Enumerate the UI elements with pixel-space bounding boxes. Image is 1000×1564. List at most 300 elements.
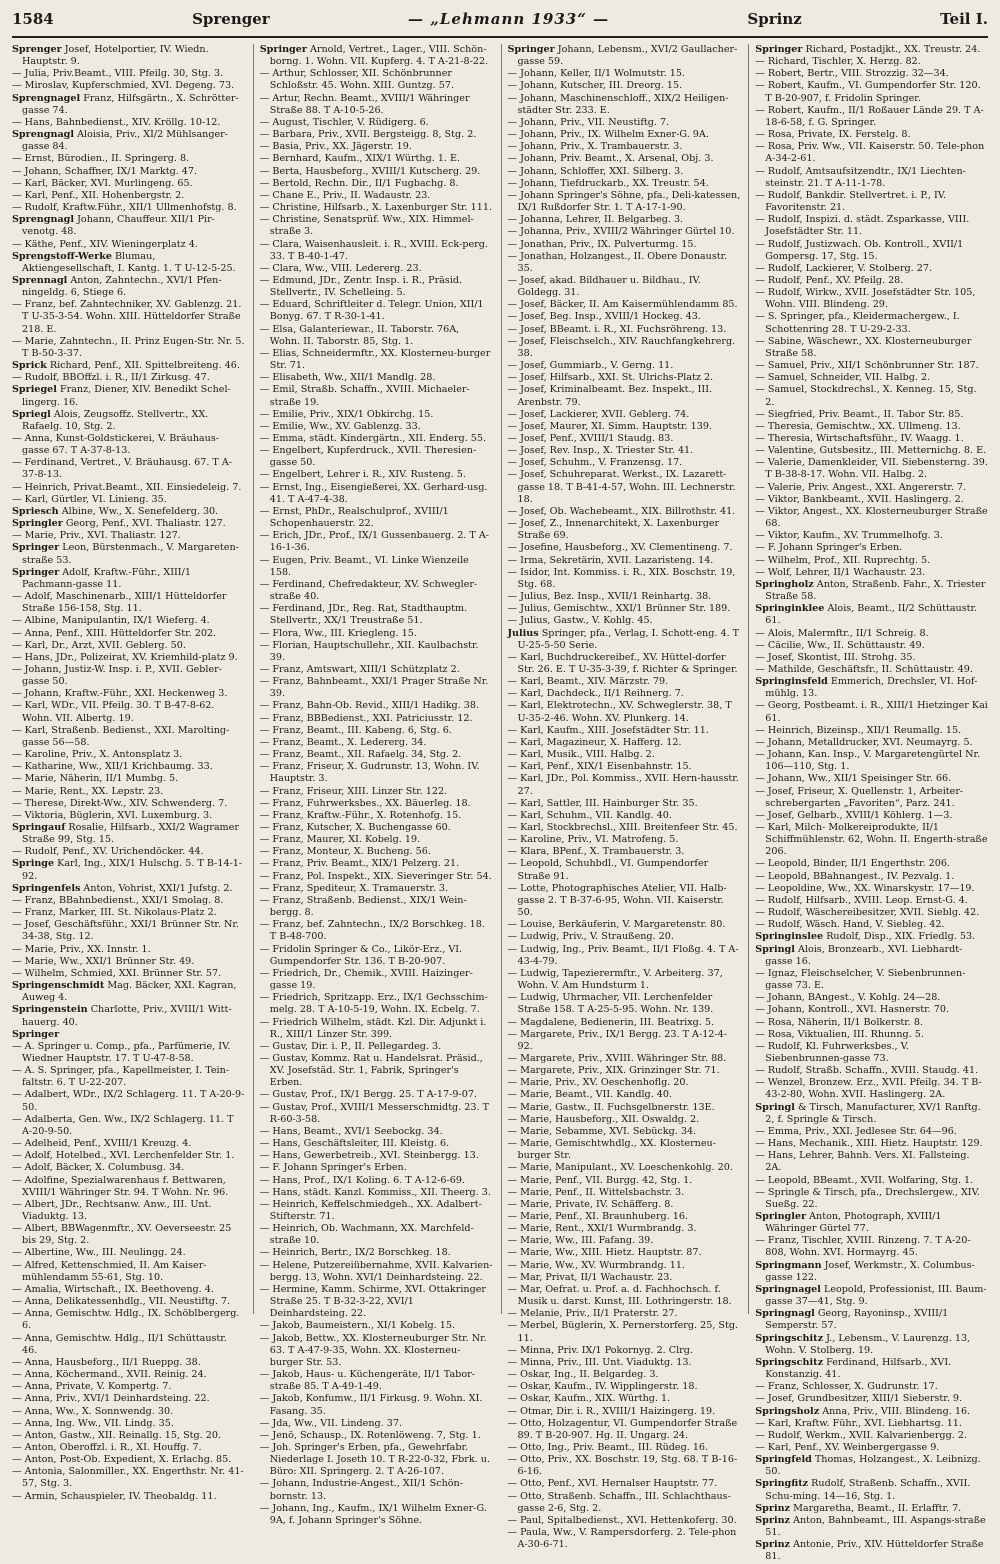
directory-entry: — Hans, Beamt., XVI/1 Seebockg. 34. [259, 1125, 443, 1137]
directory-entry: — Johann, Priv., IX. Wilhelm Exner-G. 9A. [507, 129, 709, 141]
directory-entry: — Eugen, Priv. Beamt., VI. Linke Wienzeile 158. [259, 554, 469, 578]
directory-entry: Sprengnagel Franz, Hilfsgärtn., X. Schrötter-gasse 74. [12, 92, 239, 116]
directory-entry: Springfitz Rudolf, Straßenb. Schaffn., XVII. Schu-ming. 14—16, Stg. 1. [755, 1478, 971, 1502]
directory-entry: — Karl, Beamt., XIV. Märzstr. 79. [507, 676, 669, 688]
directory-entry: — Karl, Kraftw. Führ., XVI. Liebhartsg. 11. [755, 1417, 962, 1429]
directory-entry: — Leopold, BBeamt., XVII. Wolfaring, Stg. 1. [755, 1174, 974, 1186]
part-label: Teil I. [940, 10, 988, 28]
directory-entry: — Josef, Hilfsarb., XXI. St. Ulrichs-Platz 2. [507, 372, 714, 384]
directory-entry: — Karl, Milch- Molkereiprodukte, II/1 Schiffmühlenstr. 62, Wohn. II. Engerth-straße 206. [755, 822, 988, 858]
directory-entry: — Marie, Ww., XV. Wurmbrandg. 11. [507, 1259, 685, 1271]
directory-entry: — Rudolf, BBOffzl. i. R., II/1 Zirkusg. 47. [12, 372, 210, 384]
directory-entry: — Johann, Ww., XII/1 Speisinger Str. 66. [755, 773, 952, 785]
directory-entry: — Marie, Beamt., VII. Kandlg. 40. [507, 1089, 673, 1101]
directory-entry: — Johann, Schloffer, XXI. Silberg. 3. [507, 165, 684, 177]
directory-entry: — Adolf, Bäcker, X. Columbusg. 34. [12, 1162, 185, 1174]
directory-entry: — Marie, Manipulant., XV. Loeschenkohlg. 20. [507, 1162, 733, 1174]
directory-entry: — Franz, Beamt., X. Ledererg. 34. [259, 736, 427, 748]
directory-entry: — Mar, Privat, II/1 Wachaustr. 23. [507, 1271, 673, 1283]
directory-entry: — Leopold, BBahnangest., IV. Pezvalg. 1. [755, 870, 955, 882]
directory-entry: Springler Georg, Penf., XVI. Thaliastr. 127. [12, 518, 226, 530]
directory-entry: — Franz, Schlosser, X. Gudrunstr. 17. [755, 1381, 938, 1393]
directory-entry: — Amalia, Wirtschaft., IX. Beethoveng. 4. [12, 1283, 214, 1295]
directory-entry: — Franz, bef. Zahntechn., IX/2 Borschkeg. 18. T B-48-700. [259, 919, 485, 943]
directory-entry: — Rudolf, Penf., XV. Pfeilg. 28. [755, 274, 904, 286]
directory-entry: — Adolf, Maschinenarb., XIII/1 Hütteldorfer Straße 156-158, Stg. 11. [12, 591, 227, 615]
directory-entry: — Franz, Pol. Inspekt., XIX. Sieveringer Str. 54. [259, 870, 492, 882]
directory-entry: Springler Anton, Photograph, XVIII/1 Währinger Gürtel 77. [755, 1211, 942, 1235]
directory-entry: — Isidor, Int. Kommiss. i. R., XIX. Boschstr. 19, Stg. 68. [507, 566, 736, 590]
directory-entry: Sprinz Margaretha, Beamt., II. Erlafftr. 7. [755, 1502, 962, 1514]
directory-entry: — Johann, Schaffner, IX/1 Marktg. 47. [12, 165, 198, 177]
directory-entry: Sprinz Anton, Bahnbeamt., III. Aspangs-straße 51. [755, 1514, 986, 1539]
directory-entry: — Johanna, Lehrer, II. Belgarbeg. 3. [507, 214, 684, 226]
directory-entry: — Mathilde, Geschäftsfr., II. Schüttaustr. 49. [755, 663, 973, 675]
directory-entry: — Karl, Magazineur, X. Hafferg. 12. [507, 736, 682, 748]
directory-entry: — Rudolf, Lackierer, V. Stolberg. 27. [755, 262, 933, 274]
directory-entry: — Ferdinand, JDr., Reg. Rat, Stadthauptm. Stellvertr., XX/1 Treustraße 51. [259, 603, 468, 627]
directory-entry: — Marie, Gastw., II. Fuchsgelbnerstr. 13E. [507, 1101, 715, 1113]
directory-entry: — Franz, Kutscher, X. Buchengasse 60. [259, 822, 451, 833]
directory-entry: — Rudolf, Wirkw., XVII. Josefstädter Str. 105, Wohn. VIII. Blindeng. 29. [755, 287, 976, 311]
directory-entry: — Otmar, Dir. i. R., XVIII/1 Haizingerg. 19. [507, 1405, 716, 1417]
directory-entry: — Viktor, Bankbeamt., XVII. Haslingerg. 2. [755, 493, 964, 505]
directory-entry: Springenfels Anton, Vohrist, XXI/1 Jufstg. 2. [12, 882, 233, 894]
directory-entry: — Samuel, Priv., XII/1 Schönbrunner Str. 187. [755, 360, 979, 372]
directory-entry: Springl Alois, Bronzearb., XVI. Liebhardt-gasse 16. [755, 943, 963, 967]
directory-entry: — Heinrich, Keffelschmiedgeh., XX. Adalbert-Stifterstr. 71. [259, 1198, 482, 1222]
directory-entry: — Karl, Musik., VIII. Halbg. 2. [507, 749, 655, 761]
column-1 [12, 44, 245, 1502]
directory-entry: — Viktoria, Büglerin, XVI. Luxemburg. 3. [12, 809, 213, 821]
directory-entry: — Anna, Penf., XIII. Hütteldorfer Str. 202. [12, 627, 217, 639]
directory-entry: — Albert, JDr., Rechtsanw. Anw., III. Unt. Viaduktg. 13. [12, 1198, 212, 1222]
directory-entry: — Clara, Ww., VIII. Ledererg. 23. [259, 262, 422, 274]
directory-entry: — Franz, Straßenb. Bedienst., XIX/1 Wein-bergg. 8. [259, 894, 467, 919]
directory-entry: — Karoline, Priv., VI. Matrofeng. 5. [507, 834, 679, 846]
directory-entry: — Hans, Prof., IX/1 Koling. 6. T A-12-6-69. [259, 1174, 465, 1186]
directory-entry: — Mar, Oefrat. u. Prof. a. d. Fachhochsch. f. Musik u. darst. Kunst, III. Lothringerstr. 18. [507, 1283, 732, 1308]
directory-entry: Springenschmidt Mag. Bäcker, XXI. Kagran, Auweg 4. [12, 980, 237, 1004]
directory-entry: — Marie, Priv., XV. Oeschenhoflg. 20. [507, 1077, 689, 1089]
directory-entry: — Klara, BPenf., X. Trambauerstr. 3. [507, 846, 685, 858]
directory-entry: — Oskar, Ing., II. Belgardeg. 3. [507, 1369, 659, 1381]
directory-entry: — Rudolf, Justizwach. Ob. Kontroll., XVII/1 Gompersg. 17, Stg. 15. [755, 238, 964, 262]
directory-entry: — Otto, Priv., XX. Boschstr. 19, Stg. 68. T B-16-6-16. [507, 1454, 738, 1478]
directory-entry: — Oskar, Kaufm., IV. Wipplingerstr. 18. [507, 1381, 698, 1393]
directory-entry: — Julius, Gastw., V. Kohlg. 45. [507, 615, 653, 627]
directory-entry: — Friedrich, Spritzapp. Erz., IX/1 Gechsschim-melg. 28. T A-10-5-19, Wohn. IX. Ecbelg. 7. [259, 992, 488, 1016]
directory-entry: Springer [12, 1028, 60, 1040]
directory-entry: — Viktor, Kaufm., XV. Trummelhofg. 3. [755, 530, 943, 542]
directory-entry: — Otto, Ing., Priv. Beamt., III. Rüdeg. 16. [507, 1441, 709, 1453]
directory-entry: — Josef, Rev. Insp., X. Triester Str. 41. [507, 445, 694, 457]
directory-entry: Springschitz J., Lebensm., V. Laurenzg. 13, Wohn. V. Stolberg. 19. [755, 1332, 971, 1356]
directory-entry: — Wolf, Lehrer, II/1 Wachaustr. 23. [755, 566, 926, 578]
directory-entry: — Anna, Gemischtw. Hdlg., IX. Schöblbergerg. 6. [12, 1308, 240, 1332]
directory-entry: — Rosa, Private, IX. Ferstelg. 8. [755, 129, 911, 141]
directory-entry: — Springle & Tirsch, pfa., Drechslergew., XIV. Sueßg. 22. [755, 1186, 980, 1210]
directory-entry: — Emil, Straßb. Schaffn., XVIII. Michaeler-straße 19. [259, 384, 470, 408]
directory-entry: — Otto, Holzagentur, VI. Gumpendorfer Straße 89. T B-20-907. Hg. II. Ungarg. 24. [507, 1417, 738, 1441]
directory-entry: — Anna, Private, V. Kompertg. 7. [12, 1381, 172, 1393]
directory-entry: — Karl, Penf., XV. Weinbergergasse 9. [755, 1441, 940, 1453]
directory-entry: — Josef, Gelbarb., XVIII/1 Köhlerg. 1—3. [755, 809, 953, 821]
directory-entry: — Albine, Manipulantin, IX/1 Wieferg. 4. [12, 615, 210, 627]
directory-entry: — Engelbert, Kupferdruck., XVII. Theresien-gasse 50. [259, 445, 477, 469]
directory-entry: — Berta, Hausbeforg., XVIII/1 Kutscherg. 29. [259, 165, 481, 177]
directory-entry: — Rudolf, Amtsaufsitzendtr., IX/1 Liechten-steinstr. 21. T A-11-1-78. [755, 165, 966, 189]
directory-entry: — August, Tischler, V. Rüdigerg. 6. [259, 116, 429, 128]
directory-entry: Springschitz Ferdinand, Hilfsarb., XVI. Konstanzig. 41. [755, 1356, 952, 1381]
directory-entry: — Karl, Stockbrechsl., XIII. Breitenfeer Str. 45. [507, 822, 738, 833]
directory-entry: — Friedrich, Dr., Chemik., XVIII. Haizinger-gasse 19. [259, 967, 473, 992]
directory-entry: — Joh. Springer's Erben, pfa., Gewehrfabr. Niederlage I. Joseth 10. T R-22-0-32, Fbrk. u. Büro: XII. Springerg. 2. T A-26-107. [259, 1441, 490, 1478]
directory-entry: — Ludwig, Priv., V. Straußeng. 20. [507, 931, 674, 943]
directory-entry: — Heinrich, Bizeinsp., XII/1 Reumallg. 15. [755, 724, 962, 736]
directory-entry: — Basia, Priv., XX. Jägerstr. 19. [259, 141, 412, 153]
directory-entry: Sprennagl Anton, Zahntechn., XVI/1 Pfen-ningeldg. 6, Stiege 6. [12, 274, 222, 299]
directory-entry: — Elisabeth, Ww., XII/1 Mandlg. 28. [259, 372, 436, 384]
directory-entry: — Josef, Kriminalbeamt. Bez. Inspekt., III. Arenbstr. 79. [507, 384, 713, 408]
directory-entry: — Anna, Köchermand., XVII. Reinig. 24. [12, 1369, 207, 1381]
directory-entry: — A. S. Springer, pfa., Kapellmeister, I. Tein-faltstr. 6. T U-22-207. [12, 1065, 230, 1089]
directory-entry: — A. Springer u. Comp., pfa., Parfümerie, IV. Wiedner Hauptstr. 17. T U-47-8-58. [12, 1040, 231, 1064]
directory-entry: — Rudolf, Bankdir. Stellvertret. i. P., IV. Favoritenstr. 21. [755, 189, 947, 214]
directory-entry: — Julia, Priv.Beamt., VIII. Pfeilg. 30, Stg. 3. [12, 68, 224, 80]
directory-entry: — Anna, Priv., XVI/1 Deinhardsteing. 22. [12, 1393, 210, 1405]
column-4 [748, 44, 988, 1563]
directory-entry: — Marie, Priv., XVI. Thaliastr. 127. [12, 530, 181, 542]
directory-entry: — Josef, Skontist, III. Strohg. 35. [755, 651, 916, 663]
directory-entry: — Karl, Buchdruckereibef., XV. Hüttel-dorfer Str. 26. E. T U-35-3-39, f. Richter & Springer. [507, 651, 738, 675]
directory-entry: — Johann, Kraftw.-Führ., XXI. Heckenweg 3. [12, 688, 228, 700]
directory-entry: — Hans, Geschäftsleiter, III. Kleistg. 6. [259, 1138, 450, 1150]
directory-entry: — Hans, Lehrer, Bahnh. Vers. XI. Fallsteing. 2A. [755, 1150, 970, 1174]
directory-entry: — Marie, Penf., VII. Burgg. 42, Stg. 1. [507, 1174, 693, 1186]
directory-entry: — Rudolf, Werkm., XVII. Kalvarienbergg. 2. [755, 1429, 967, 1441]
directory-entry: Spriesch Albine, Ww., X. Senefelderg. 30. [12, 505, 219, 517]
directory-entry: — Jonathan, Holzangest., II. Obere Donaustr. 35. [507, 250, 728, 274]
directory-entry: Springenstein Charlotte, Priv., XVIII/1 Witt-hauerg. 40. [12, 1004, 232, 1028]
directory-entry: — Friedrich Wilhelm, städt. Kzl. Dir. Adjunkt i. R., XIII/1 Linzer Str. 399. [259, 1016, 487, 1040]
page-number: 1584 [12, 10, 54, 28]
directory-entry: — Rudolf, Kraftw.Führ., XII/1 Ullmenhofstg. 8. [12, 202, 237, 214]
directory-entry: — Edmund, JDr., Zentr. Insp. i. R., Präsid. Stellvertr., IV. Schelleing. 5. [259, 274, 463, 299]
directory-entry: Sprenger Josef, Hotelportier, IV. Wiedn. Hauptstr. 9. [12, 44, 209, 68]
directory-entry: — Johann, Priv., VII. Neustiftg. 7. [507, 116, 670, 128]
directory-entry: — Merbel, Büglerin, X. Pernerstorferg. 25, Stg. 11. [507, 1320, 739, 1344]
directory-entry: — Anna, Ing. Ww., VII. Lindg. 35. [12, 1417, 174, 1429]
directory-entry: — Lotte, Photographisches Atelier, VII. Halb-gasse 2. T B-37-6-95, Wohn. VII. Kaiserstr. 50. [507, 882, 727, 919]
directory-entry: — Hans, Gewerbetreib., XVI. Steinbergg. 13. [259, 1150, 479, 1162]
directory-entry: — Richard, Tischler, X. Herzg. 82. [755, 56, 921, 68]
directory-entry: Sprinz Antonie, Priv., XIV. Hütteldorfer Straße 81. [755, 1539, 984, 1563]
directory-entry: Springer Leon, Bürstenmach., V. Margareten-straße 53. [12, 542, 239, 566]
directory-entry: — Leopold, Schuhbdl., VI. Gumpendorfer Straße 91. [507, 858, 709, 882]
directory-entry: — F. Johann Springer's Erben. [755, 542, 903, 554]
publication-title: — „Lehmann 1933“ — [408, 10, 610, 28]
directory-entry: — Karl, Dachdeck., II/1 Reihnerg. 7. [507, 688, 684, 700]
directory-entry: — Josef, Bäcker, II. Am Kaisermühlendamm 85. [507, 299, 738, 311]
directory-entry: Springnagl Georg, Rayoninsp., XVIII/1 Semperstr. 57. [755, 1308, 949, 1332]
directory-entry: — Franz, Priv. Beamt., XIX/1 Pelzerg. 21. [259, 858, 460, 870]
directory-entry: Sprengnagl Aloisia, Priv., XI/2 Mühlsanger-gasse 84. [12, 129, 228, 153]
directory-entry: — Anna, Delikatessenhdlg., VII. Neustiftg. 7. [12, 1296, 231, 1308]
directory-entry: — Rudolf, Penf., XV. Urichendöcker. 44. [12, 846, 204, 858]
directory-entry: — Jonathan, Priv., IX. Pulverturmg. 15. [507, 238, 697, 250]
directory-entry: — Emilie, Priv., XIX/1 Obkirchg. 15. [259, 408, 434, 420]
directory-entry: — Johanna, Priv., XVIII/2 Währinger Gürtel 10. [507, 226, 735, 238]
directory-entry: — Johann, Priv. Beamt., X. Arsenal, Obj. 3. [507, 153, 714, 165]
directory-entry: — Anna, Hausbeforg., II/1 Rueppg. 38. [12, 1356, 201, 1368]
directory-entry: — Josef, akad. Bildhauer u. Bildhau., IV. Goldegg. 31. [507, 274, 701, 299]
column-2 [253, 44, 493, 1526]
directory-entry: — Adalberta, Gen. Ww., IX/2 Schlagerg. 11. T A-20-9-50. [12, 1113, 234, 1137]
directory-entry: — Marie, Rent., XX. Lepstr. 23. [12, 785, 164, 797]
directory-entry: — Rosa, Näherin, II/1 Bolkerstr. 8. [755, 1016, 924, 1028]
directory-entry: — Robert, Kaufm., VI. Gumpendorfer Str. 120. T B-20-907, f. Fridolin Springer. [755, 80, 981, 104]
directory-entry: — Johann, Tiefdruckarb., XX. Treustr. 54. [507, 177, 709, 189]
directory-entry: — Miroslav, Kupferschmied, XVI. Degeng. 73. [12, 80, 235, 92]
directory-entry: — Ludwig, Uhrmacher, VII. Lerchenfelder Straße 158. T A-25-5-95. Wohn. Nr. 139. [507, 992, 714, 1016]
directory-entry: — Gustav, Prof., IX/1 Bergg. 25. T A-17-9-07. [259, 1089, 477, 1101]
directory-entry: — Barbara, Priv., XVII. Bergsteigg. 8, Stg. 2. [259, 129, 477, 141]
directory-entry: — Johann, Kontroll., XVI. Hasnerstr. 70. [755, 1004, 950, 1016]
directory-entry: Springl & Tirsch, Manufacturer, XV/1 Ranftg. 2, f. Springle & Tirsch. [755, 1101, 981, 1125]
directory-entry: — Louise, Berkäuferin, V. Margaretenstr. 80. [507, 919, 726, 931]
directory-entry: Springmann Josef, Werkmstr., X. Columbus-gasse 122. [755, 1259, 975, 1283]
directory-entry: — Jenö, Schausp., IX. Rotenlöweng. 7, Stg. 1. [259, 1429, 481, 1441]
directory-entry: — Alfred, Kettenschmied, II. Am Kaiser-mühlendamm 55-61, Stg. 10. [12, 1259, 207, 1283]
directory-entry: — Hans, Bahnbedienst., XIV. Kröllg. 10-12. [12, 116, 221, 128]
directory-entry: — Ernst, Bürodien., II. Springerg. 8. [12, 153, 190, 165]
directory-entry: — Franz, Spediteur, X. Tramauerstr. 3. [259, 882, 449, 894]
directory-entry: — Franz, Maurer, XI. Kobelg. 19. [259, 834, 421, 846]
directory-entry: — Arthur, Schlosser, XII. Schönbrunner Schloßstr. 45. Wohn. XIII. Guntzg. 57. [259, 68, 455, 92]
directory-entry: — Franz, bef. Zahntechniker, XV. Gablenzg. 21. T U-35-3-54. Wohn. XIII. Hütteldorfer Straße 218. E. [12, 299, 242, 335]
directory-entry: — Marie, Sebamme, XVI. Sebückg. 34. [507, 1125, 697, 1137]
directory-entry: — Magdalene, Bedienerin, III. Beatrixg. 5. [507, 1016, 715, 1028]
directory-entry: Springinklee Alois, Beamt., II/2 Schüttaustr. 61. [755, 603, 978, 627]
directory-entry: — Rudolf, Wäsch. Hand, V. Siebleg. 42. [755, 919, 945, 931]
directory-entry: — Ferdinand, Chefredakteur, XV. Schwegler-straße 40. [259, 578, 478, 603]
directory-entry: — Josef, Maurer, XI. Simm. Hauptstr. 139. [507, 420, 712, 432]
directory-entry: — Rosa, Viktualien, III. Rhunng. 5. [755, 1028, 924, 1040]
directory-entry: — Adelheid, Penf., XVIII/1 Kreuzg. 4. [12, 1138, 192, 1150]
directory-entry: — Franz, Bahn-Ob. Revid., XIII/1 Hadikg. 38. [259, 700, 480, 712]
directory-entry: — Heinrich, Bertr., IX/2 Borschkeg. 18. [259, 1247, 451, 1259]
directory-entry: — Theresia, Gemischtw., XX. Ullmeng. 13. [755, 420, 961, 432]
directory-entry: — Wilhelm, Schmied, XXI. Brünner Str. 57. [12, 967, 222, 979]
directory-entry: — Eduard, Schriftleiter d. Telegr. Union, XII/1 Bonyg. 67. T R-30-1-41. [259, 299, 484, 323]
directory-entry: — Karl, JDr., Pol. Kommiss., XVII. Hern-hausstr. 27. [507, 773, 739, 797]
page-header [12, 10, 988, 38]
directory-entry: — Emma, Priv., XXI. Jedlesee Str. 64—96. [755, 1125, 957, 1137]
directory-entry: Springer Adolf, Kraftw.-Führ., XIII/1 Pachmann-gasse 11. [12, 566, 191, 590]
directory-entry: — Albertine, Ww., III. Neulingg. 24. [12, 1247, 186, 1259]
directory-entry: — Irma, Sekretärin, XVII. Lazaristeng. 14. [507, 554, 714, 566]
directory-entry: — Samuel, Schneider, VII. Halbg. 2. [755, 372, 931, 384]
directory-entry: — Franz, Amtswart, XIII/1 Schützplatz 2. [259, 663, 460, 675]
directory-entry: — Johann, Kan. Insp., V. Margaretengürtel Nr. 106—110, Stg. 1. [755, 749, 981, 773]
directory-entry: — Siegfried, Priv. Beamt., II. Tabor Str. 85. [755, 408, 964, 420]
directory-entry: Springholz Anton, Straßenb. Fahr., X. Triester Straße 58. [755, 578, 986, 603]
directory-entry: — Rudolf, Hilfsarb., XVIII. Leop. Ernst-G. 4. [755, 894, 968, 906]
directory-entry: — Jakob, Haus- u. Küchengeräte, II/1 Tabor-straße 85. T A-49-1-49. [259, 1369, 475, 1393]
directory-entry: — Jakob, Baumeistern., XI/1 Kobelg. 15. [259, 1320, 456, 1332]
directory-entry: — Valerie, Damenkleider, VII. Siebensterng. 39. T B-38-8-17. Wohn. VII. Halbg. 2. [755, 457, 988, 481]
directory-entry: — Wenzel, Bronzew. Erz., XVII. Pfeilg. 34. T B-43-2-80, Wohn. XVII. Haslingerg. 2A. [755, 1077, 982, 1101]
directory-entry: — Ernst, PhDr., Realschulprof., XVIII/1 Schopenhauerstr. 22. [259, 505, 449, 530]
directory-entry: — Christine, Hilfsarb., X. Laxenburger Str. 111. [259, 202, 493, 214]
directory-entry: Springsholz Anna, Priv., VIII. Blindeng. 16. [755, 1405, 971, 1417]
directory-entry: — Josef, Geschäftsführ., XXI/1 Brünner Str. Nr. 34-38, Stg. 12. [12, 919, 239, 943]
directory-entry: — Franz, BBBedienst., XXI. Patriciusstr. 12. [259, 712, 473, 724]
directory-entry: — Karl, Straßenb. Bedienst., XXI. Marolting-gasse 56—58. [12, 724, 230, 748]
directory-entry: — Franz, Kraftw.-Führ., X. Rotenhofg. 15. [259, 809, 462, 821]
directory-entry: — Anton, Oberoffzl. i. R., XI. Houffg. 7. [12, 1441, 202, 1453]
directory-entry: Spriegel Franz, Diener, XIV. Benedikt Schel-lingerg. 16. [12, 384, 231, 408]
directory-entry: — Therese, Direkt-Ww., XIV. Schwenderg. 7. [12, 797, 228, 809]
directory-entry: — S. Springer, pfa., Kleidermachergew., I. Schottenring 28. T U-29-2-33. [755, 311, 960, 335]
directory-entry: — Anna, Kunst-Goldstickerei, V. Bräuhaus-gasse 67. T A-37-8-13. [12, 433, 219, 457]
directory-entry: — Margarete, Priv., XVIII. Währinger Str. 88. [507, 1052, 727, 1064]
directory-entry: Springer Richard, Postadjkt., XX. Treustr. 24. [755, 44, 981, 55]
directory-entry: — Flora, Ww., III. Kriegleng. 15. [259, 627, 417, 639]
directory-entry: — Josef, Schuhm., V. Franzensg. 17. [507, 457, 683, 469]
directory-entry: — Rudolf, Kl. Fuhrwerksbes., V. Siebenbrunnen-gasse 73. [755, 1040, 909, 1064]
right-keyword: Sprinz [747, 10, 802, 28]
directory-entry: — Jakob, Konfumw., II/1 Firkusg. 9. Wohn. XI. Fasang. 35. [259, 1393, 483, 1417]
directory-entry: Sprick Richard, Penf., XII. Spittelbreiteng. 46. [12, 360, 240, 372]
directory-entry: — Paula, Ww., V. Rampersdorferg. 2. Tele-phon A-30-6-71. [507, 1527, 737, 1551]
directory-entry: — Franz, Fuhrwerksbes., XX. Bäuerleg. 18. [259, 797, 471, 809]
directory-entry: — Cäcilie, Ww., II. Schüttaustr. 49. [755, 639, 925, 651]
directory-entry: — Paul, Spitalbedienst., XVI. Hettenkoferg. 30. [507, 1514, 737, 1526]
directory-entry: — Rosa, Priv. Ww., VII. Kaiserstr. 50. Tele-phon A-34-2-61. [755, 141, 985, 165]
directory-entry: Sprengnagl Johann, Chauffeur. XII/1 Pir-venotg. 48. [12, 214, 215, 238]
directory-entry: — Minna, Priv. IX/1 Pokornyg. 2. Clrg. [507, 1344, 693, 1356]
directory-entry: — Artur, Rechn. Beamt., XVIII/1 Währinger Straße 88. T A-10-5-26. [259, 92, 470, 116]
directory-entry: — Wilhelm, Prof., XII. Ruprechtg. 5. [755, 554, 931, 566]
directory-entry: — Valerie, Priv. Angest., XXI. Angererstr. 7. [755, 481, 967, 493]
directory-entry: — Marie, Ww., XIII. Hietz. Hauptstr. 87. [507, 1247, 702, 1259]
directory-entry: — Josef, Gummiarb., V. Gerng. 11. [507, 360, 674, 372]
directory-entry: — Karl, Schuhm., VII. Kandlg. 40. [507, 809, 672, 821]
directory-entry: — Florian, Hauptschullehr., XII. Kaulbachstr. 39. [259, 639, 479, 663]
directory-entry: — F. Johann Springer's Erben. [259, 1162, 407, 1174]
directory-entry: — Josef, Fleischselch., XIV. Rauchfangkehrerg. 38. [507, 335, 736, 359]
directory-entry: — Gustav, Prof., XVIII/1 Messerschmidtg. 23. T R-60-3-58. [259, 1101, 489, 1125]
directory-entry: — Karl, Gürtler, VI. Linieng. 35. [12, 493, 167, 505]
directory-entry: — Marie, Ww., XXI/1 Brünner Str. 49. [12, 955, 195, 967]
directory-entry: — Otto, Straßenb. Schaffn., III. Schlachthaus-gasse 2-6, Stg. 2. [507, 1490, 731, 1514]
directory-entry: Springnagel Leopold, Professionist, III. Baum-gasse 37—41, Stg. 9. [755, 1283, 987, 1308]
directory-entry: — Karl, Penf., XIX/1 Eisenbahnstr. 15. [507, 761, 692, 773]
directory-entry: — Karoline, Priv., X. Antonsplatz 3. [12, 749, 183, 761]
directory-entry: Springer Arnold, Vertret., Lager., VIII. Schön-borng. 1. Wohn. VII. Kupferg. 4. T A-21-8-22. [259, 44, 489, 68]
directory-entry: — Rudolf, Straßb. Schaffn., XVIII. Staudg. 41. [755, 1065, 979, 1077]
directory-entry: — Josef, Beg. Insp., XVIII/1 Hockeg. 43. [507, 311, 701, 323]
directory-entry: — Johann, Kutscher, III. Dreorg. 15. [507, 80, 683, 92]
directory-entry: — Valentine, Gutsbesitz., III. Metternichg. 8. E. [755, 445, 987, 457]
directory-entry: — Helene, Putzereiübernahme, XVII. Kalvarien-bergg. 13, Wohn. XVI/1 Deinhardsteing. 22. [259, 1259, 493, 1283]
directory-entry: — Johann, Maschinenschloff., XIX/2 Heiligen-städter Str. 233. E. [507, 92, 729, 116]
directory-entry: — Josef, Lackierer, XVII. Geblerg. 74. [507, 408, 690, 420]
directory-entry: — Ignaz, Fleischselcher, V. Siebenbrunnen-gasse 73. E. [755, 967, 966, 992]
directory-entry: — Josef, Schuhreparat. Werkst., IX. Lazarett-gasse 18. T B-41-4-57, Wohn. III. Lechnerstr. 18. [507, 469, 736, 505]
directory-entry: — Marie, Penf., II. Wittelsbachstr. 3. [507, 1186, 685, 1198]
directory-entry: — Hans, JDr., Polizeirat, XV. Kriemhild-platz 9. [12, 651, 238, 663]
directory-entry: — Fridolin Springer & Co., Likör-Erz., VI. Gumpendorfer Str. 136. T B-20-907. [259, 943, 463, 967]
directory-entry: — Heinrich, Ob. Wachmann, XX. Marchfeld-straße 10. [259, 1223, 474, 1247]
directory-entry: — Katharine, Ww., XII/1 Krichbaumg. 33. [12, 761, 213, 773]
directory-entry: — Josefine, Hausbeforg., XV. Clementineng. 7. [507, 542, 733, 554]
directory-entry: — Karl, Kaufm., XIII. Josefstädter Str. 11. [507, 724, 709, 736]
directory-entry: — Hermine, Kamm. Schirme, XVI. Ottakringer Straße 25. T B-32-3-22, XVI/1 Deinhardsteing. 22. [259, 1283, 486, 1320]
directory-entry: — Albert, BBWagenmftr., XV. Oeverseestr. 25 bis 29, Stg. 2. [12, 1223, 232, 1247]
directory-entry: — Christine, Senatsprüf. Ww., XIX. Himmel-straße 3. [259, 214, 474, 238]
directory-entry: — Karl, WDr., VII. Pfeilg. 30. T B-47-8-62. Wohn. VII. Albertg. 19. [12, 700, 215, 724]
directory-entry: — Karl, Elektrotechn., XV. Schweglerstr. 38, T U-35-2-46. Wohn. XV. Plunkerg. 14. [507, 700, 732, 724]
directory-entry: Sprengstoff-Werke Blumau, Aktiengesellschaft, I. Kantg. 1. T U-12-5-25. [12, 250, 236, 274]
directory-entry: — Marie, Rent., XXI/1 Wurmbrandg. 3. [507, 1223, 697, 1235]
directory-entry: — Ludwig, Ing., Priv. Beamt., II/1 Floßg. 4. T A-43-4-79. [507, 943, 739, 967]
directory-entry: — Sabine, Wäschewr., XX. Klosterneuburger Straße 58. [755, 335, 972, 359]
directory-entry: — Johann, Keller, II/1 Wolmutstr. 15. [507, 68, 685, 80]
directory-entry: — Elias, Schneidermftr., XX. Klosterneu-burger Str. 71. [259, 347, 491, 372]
directory-entry: — Jakob, Bettw., XX. Klosterneuburger Str. Nr. 63. T A-47-9-35, Wohn. XX. Klosterneu-burger Str. 53. [259, 1332, 487, 1368]
directory-entry: Springauf Rosalie, Hilfsarb., XXI/2 Wagramer Straße 99, Stg. 15. [12, 822, 239, 846]
directory-entry: — Johann, Industrie-Angest., XII/1 Schön-bornstr. 13. [259, 1478, 463, 1502]
directory-entry: — Ludwig, Tapezierermftr., V. Arbeiterg. 37, Wohn. V. Am Hundsturm 1. [507, 967, 723, 992]
directory-entry: — Engelbert, Lehrer i. R., XIV. Rusteng. 5. [259, 469, 466, 481]
directory-entry: — Heinrich, Privat.Beamt., XII. Einsiedeleig. 7. [12, 481, 242, 493]
directory-entry: — Josef, BBeamt. i. R., XI. Fuchsröhreng. 13. [507, 323, 727, 335]
directory-entry: — Otto, Penf., XVI. Hernalser Hauptstr. 77. [507, 1478, 718, 1490]
directory-entry: — Erich, JDr., Prof., IX/1 Gussenbauerg. 2. T A-16-1-36. [259, 530, 490, 554]
directory-entry: — Johann, Ing., Kaufm., IX/1 Wilhelm Exner-G. 9A, f. Johann Springer's Söhne. [259, 1502, 487, 1526]
directory-entry: Springinsfeld Emmerich, Drechsler, VI. Hof-mühlg. 13. [755, 676, 978, 700]
directory-entry: — Margarete, Priv., XIX. Grinzinger Str. 71. [507, 1065, 720, 1077]
directory-entry: — Johann, Priv., X. Trambauerstr. 3. [507, 141, 683, 153]
directory-columns [12, 44, 988, 1563]
directory-entry: — Gustav, Dir. i. P., II. Pellegardeg. 3. [259, 1040, 442, 1052]
directory-entry: — Marie, Näherin, II/1 Mumbg. 5. [12, 773, 179, 785]
directory-entry: — Rudolf, Wäschereibesitzer, XVII. Sieblg. 42. [755, 907, 980, 919]
directory-entry: — Adolfine, Spezialwarenhaus f. Bettwaren, XVIII/1 Währinger Str. 94. T Wohn. Nr. 96. [12, 1174, 229, 1198]
column-3 [501, 44, 741, 1551]
directory-entry: — Hans, Mechanik., XIII. Hietz. Hauptstr. 129. [755, 1138, 983, 1150]
directory-entry: — Marie, Penf., XI. Braunhuberg. 16. [507, 1211, 689, 1222]
directory-entry: — Josef, Ob. Wachebeamt., XIX. Billrothstr. 41. [507, 505, 736, 517]
directory-entry: — Emma, städt. Kindergärtn., XII. Enderg. 55. [259, 433, 487, 444]
directory-entry: — Alois, Malermftr., II/1 Schreig. 8. [755, 627, 929, 639]
directory-entry: — Margarete, Priv., IX/1 Bergg. 23. T A-12-4-92. [507, 1028, 727, 1052]
directory-entry: — Franz, Friseur, X. Gudrunstr. 13, Wohn. IV. Hauptstr. 3. [259, 761, 480, 785]
directory-entry: — Viktor, Angest., XX. Klosterneuburger Straße 68. [755, 505, 988, 530]
directory-entry: — Franz, Tischler, XVIII. Rinzeng. 7. T A-20-808, Wohn. XVI. Hormayrg. 45. [755, 1235, 971, 1259]
directory-entry: — Marie, Hausbeforg., XII. Oswaldg. 2. [507, 1113, 700, 1125]
directory-entry: — Anton, Gastw., XII. Reinallg. 15, Stg. 20. [12, 1429, 222, 1441]
directory-entry: — Rudolf, Inspizi. d. städt. Zsparkasse, VIII. Josefstädter Str. 11. [755, 214, 970, 238]
directory-entry: Springer Johann, Lebensm., XVI/2 Gaullacher-gasse 59. [507, 44, 738, 68]
directory-entry: — Leopold, Binder, II/1 Engerthstr. 206. [755, 858, 951, 870]
directory-entry: — Ferdinand, Vertret., V. Bräuhausg. 67. T A-37-8-13. [12, 457, 233, 481]
directory-entry: — Johann, BAngest., V. Kohlg. 24—28. [755, 992, 941, 1004]
directory-entry: — Bernhard, Kaufm., XIX/1 Würthg. 1. E. [259, 153, 461, 165]
